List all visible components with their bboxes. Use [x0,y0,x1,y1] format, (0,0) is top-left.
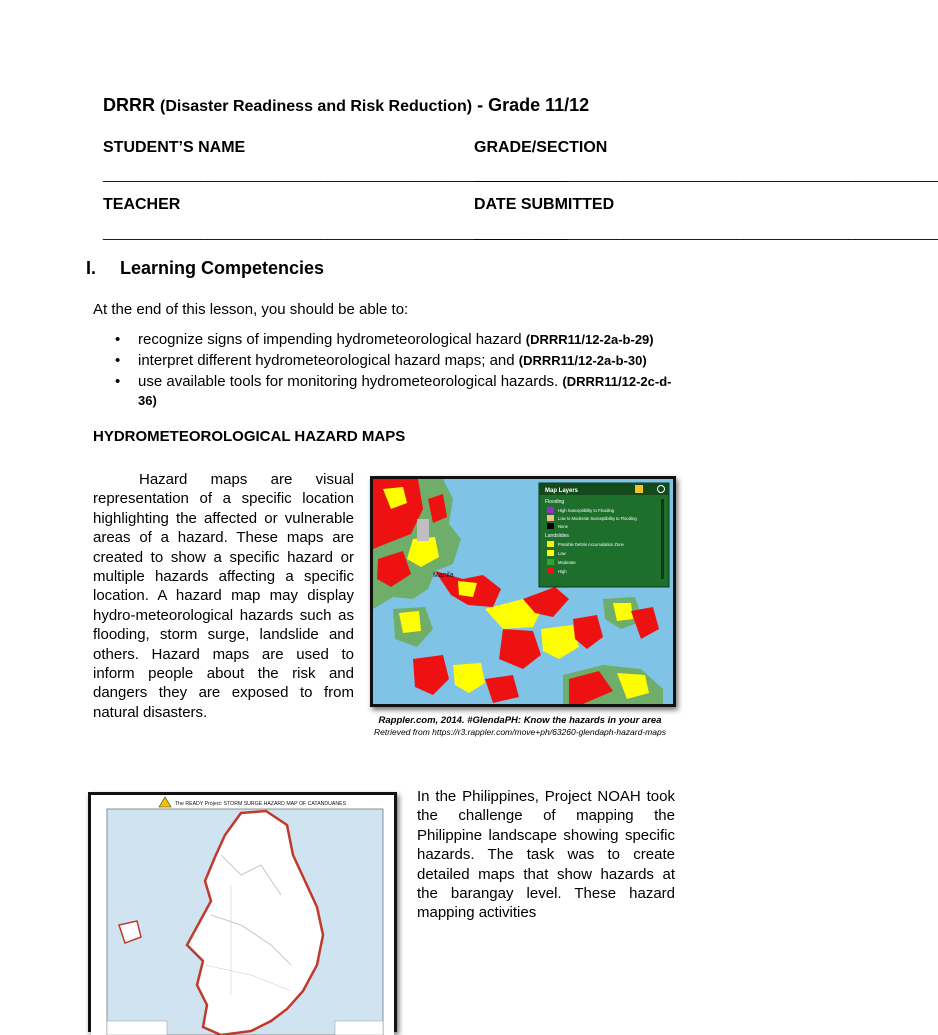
list-item: • interpret different hydrometeorological hazard maps; and (DRRR11/12-2a-b-30) [93,351,683,370]
competency-code: (DRRR11/12-2c-d-36) [138,374,672,408]
intro-text: At the end of this lesson, you should be able to: [93,301,409,318]
legend-item: Low [558,551,566,556]
date-submitted-line[interactable]: ______________________________________________________________ [474,224,938,240]
legend-title: Map Layers [545,488,579,494]
date-submitted-label: DATE SUBMITTED [474,196,615,213]
hazard-map-image [370,476,676,707]
legend-item: High [558,569,567,574]
legend-landslides-heading: Landslides [545,533,569,539]
title-grade: - Grade 11/12 [477,95,590,115]
hazard-maps-heading: HYDROMETEOROLOGICAL HAZARD MAPS [93,428,406,445]
section-number: I. [86,258,97,278]
teacher-label: TEACHER [103,196,181,213]
teacher-line[interactable]: ______________________________________________________________ [103,224,568,240]
legend-item: Moderate [558,560,576,565]
list-item: • use available tools for monitoring hydrometeorological hazards. (DRRR11/12-2c-d-36) [93,372,683,410]
student-name-label: STUDENT’S NAME [103,139,246,156]
legend-flooding-heading: Flooding [545,499,565,505]
list-item: • recognize signs of impending hydrometeorological hazard (DRRR11/12-2a-b-29) [93,330,683,349]
legend-item: None [558,524,569,529]
legend-layer-icon[interactable] [635,485,643,493]
section-heading [86,258,324,279]
noah-paragraph: In the Philippines, Project NOAH took the challenge of mapping the Philippine landscape showing specific hazards. The task was to create detailed maps that show hazards at the barangay level. These hazard mapping activities [417,788,675,922]
legend-item: High Susceptibility to Flooding [558,508,615,513]
title-main: DRRR [103,95,155,115]
title-paren: (Disaster Readiness and Risk Reduction) [160,98,473,115]
legend-item: Possible Debris Accumulation Zone [558,542,624,547]
city-label-manila: Manila [433,572,454,579]
document-title [103,95,589,116]
storm-surge-map-title: The READY Project: STORM SURGE HAZARD MAP OF CATANDUANES [175,801,347,807]
section-title: Learning Competencies [120,258,325,278]
grade-section-label: GRADE/SECTION [474,139,608,156]
legend-item: Low to Moderate Susceptibility to Flooding [558,516,637,521]
image-caption: Rappler.com, 2014. #GlendaPH: Know the hazards in your area [378,715,662,726]
objectives-list [93,330,683,412]
competency-code: (DRRR11/12-2a-b-29) [525,332,654,347]
grade-section-line[interactable]: ______________________________________________________________ [474,166,938,182]
storm-surge-map-image [88,792,397,1032]
competency-code: (DRRR11/12-2a-b-30) [518,353,647,368]
student-name-line[interactable]: ______________________________________________________________ [103,166,568,182]
hazard-maps-paragraph: Hazard maps are visual representation of a specific location highlighting the affected or vulnerable areas of a hazard. These maps are created to show a specific hazard or multiple hazards affecting a specific location. A hazard map may display hydro-meteorological hazards such as flooding, storm surge, landslide and others. Hazard maps are used to inform people about the risk and dangers they are exposed to from natural disasters. [93,471,354,721]
legend-scrollbar[interactable] [661,499,664,579]
image-source: Retrieved from https://r3.rappler.com/move+ph/63260-glendaph-hazard-maps [374,727,666,737]
